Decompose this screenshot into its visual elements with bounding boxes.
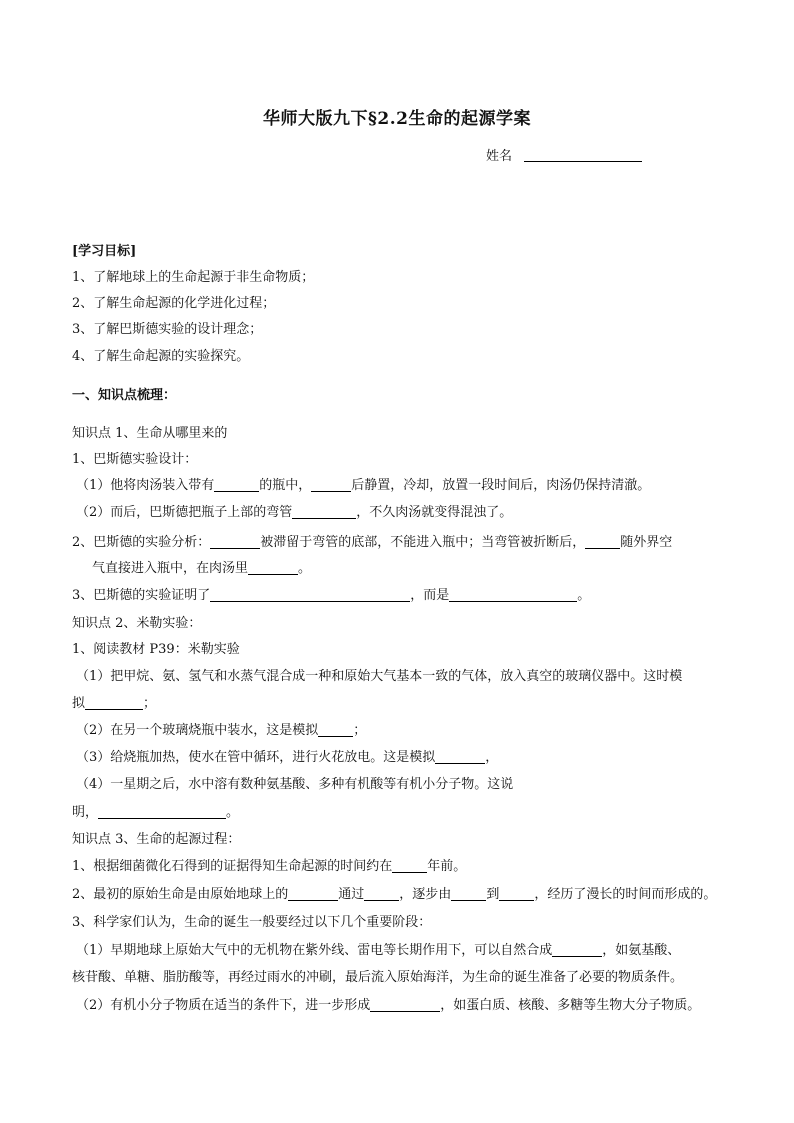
objective-item: 3、了解巴斯德实验的设计理念； xyxy=(72,322,263,337)
name-field-row xyxy=(486,145,642,164)
kp2-a1: （1）把甲烷、氨、氢气和水蒸气混合成一种和原始大气基本一致的气体，放入真空的玻璃仪器中。这时模 xyxy=(76,669,683,684)
name-blank[interactable] xyxy=(524,147,642,162)
kp3-s1 xyxy=(76,939,680,958)
fill-blank[interactable] xyxy=(449,588,577,602)
fill-blank[interactable] xyxy=(85,696,143,710)
kp1-q1a xyxy=(76,474,650,493)
kp3-q2 xyxy=(72,883,716,902)
objective-item: 4、了解生命起源的实验探究。 xyxy=(72,349,250,364)
fill-blank[interactable] xyxy=(214,478,259,492)
fill-blank[interactable] xyxy=(210,535,260,549)
text-segment: （3）给烧瓶加热，使水在管中循环，进行火花放电。这是模拟 xyxy=(76,750,436,765)
kp3-s2 xyxy=(76,994,700,1013)
text-segment: 。 xyxy=(577,588,591,603)
fill-blank[interactable] xyxy=(451,887,486,901)
text-segment: 。 xyxy=(298,561,312,576)
kp2-a2 xyxy=(76,719,366,738)
kp3-title: 知识点 3、生命的起源过程： xyxy=(72,832,241,847)
text-segment: ； xyxy=(143,696,157,711)
fill-blank[interactable] xyxy=(585,535,620,549)
fill-blank[interactable] xyxy=(248,561,298,575)
text-segment: ，逐步由 xyxy=(399,887,452,902)
fill-blank[interactable] xyxy=(288,887,338,901)
fill-blank[interactable] xyxy=(435,750,485,764)
kp3-q3: 3、科学家们认为，生命的诞生一般要经过以下几个重要阶段： xyxy=(72,915,432,930)
text-segment: 年前。 xyxy=(427,859,467,874)
fill-blank[interactable] xyxy=(370,998,440,1012)
text-segment: ，如氨基酸、 xyxy=(602,943,681,958)
text-segment: ，不久肉汤就变得混浊了。 xyxy=(356,505,513,520)
fill-blank[interactable] xyxy=(98,805,226,819)
text-segment: ，而是 xyxy=(410,588,450,603)
kp3-s1b: 核苷酸、单糖、脂肪酸等，再经过雨水的冲刷，最后流入原始海洋，为生命的诞生准备了必要的物质条件。 xyxy=(72,970,684,985)
text-segment: 3、巴斯德的实验证明了 xyxy=(72,588,211,603)
fill-blank[interactable] xyxy=(364,887,399,901)
text-segment: 气直接进入瓶中，在肉汤里 xyxy=(92,561,249,576)
kp2-a3 xyxy=(76,746,498,765)
kp1-q3 xyxy=(72,584,590,603)
fill-blank[interactable] xyxy=(318,723,353,737)
fill-blank[interactable] xyxy=(210,588,410,602)
kp1-q1: 1、巴斯德实验设计： xyxy=(72,452,198,467)
text-segment: 被滞留于弯管的底部，不能进入瓶中；当弯管被折断后， xyxy=(260,535,586,550)
kp2-a4b xyxy=(72,801,239,820)
objective-item: 2、了解生命起源的化学进化过程； xyxy=(72,296,276,311)
text-segment: ； xyxy=(353,723,367,738)
text-segment: （2）有机小分子物质在适当的条件下，进一步形成 xyxy=(76,998,371,1013)
fill-blank[interactable] xyxy=(499,887,534,901)
kp2-q1: 1、阅读教材 P39：米勒实验 xyxy=(72,642,240,657)
fill-blank[interactable] xyxy=(292,505,356,519)
text-segment: （1）他将肉汤装入带有 xyxy=(76,478,215,493)
name-label: 姓名 xyxy=(486,149,513,164)
text-segment: （2）而后，巴斯德把瓶子上部的弯管 xyxy=(76,505,293,520)
kp2-title: 知识点 2、米勒实验： xyxy=(72,616,202,631)
text-segment: ，如蛋白质、核酸、多糖等生物大分子物质。 xyxy=(440,998,701,1013)
page-title: 华师大版九下§2.2生命的起源学案 xyxy=(263,109,531,129)
kp1-title: 知识点 1、生命从哪里来的 xyxy=(72,426,228,441)
text-segment: ，经历了漫长的时间而形成的。 xyxy=(534,887,717,902)
fill-blank[interactable] xyxy=(552,943,602,957)
text-segment: 1、根据细菌微化石得到的证据得知生命起源的时间约在 xyxy=(72,859,393,874)
text-segment: ， xyxy=(485,750,499,765)
text-segment: （1）早期地球上原始大气中的无机物在紫外线、雷电等长期作用下，可以自然合成 xyxy=(76,943,553,958)
fill-blank[interactable] xyxy=(311,478,351,492)
kp1-q1b xyxy=(76,501,512,520)
kp1-q2b xyxy=(92,557,311,576)
objectives-heading: [学习目标] xyxy=(72,244,137,259)
kp2-a4: （4）一星期之后，水中溶有数种氨基酸、多种有机酸等有机小分子物。这说 xyxy=(76,777,514,792)
text-segment: 的瓶中， xyxy=(259,478,312,493)
text-segment: 后静置，冷却，放置一段时间后，肉汤仍保持清澈。 xyxy=(351,478,651,493)
text-segment: 拟 xyxy=(72,696,86,711)
section-heading: 一、知识点梳理： xyxy=(72,388,177,403)
kp2-a1b xyxy=(72,692,156,711)
text-segment: （2）在另一个玻璃烧瓶中装水，这是模拟 xyxy=(76,723,319,738)
text-segment: 明， xyxy=(72,805,99,820)
objective-item: 1、了解地球上的生命起源于非生命物质； xyxy=(72,270,315,285)
text-segment: 。 xyxy=(226,805,240,820)
fill-blank[interactable] xyxy=(392,859,427,873)
text-segment: 通过 xyxy=(338,887,365,902)
kp3-q1 xyxy=(72,855,466,874)
text-segment: 2、巴斯德的实验分析： xyxy=(72,535,211,550)
text-segment: 2、最初的原始生命是由原始地球上的 xyxy=(72,887,289,902)
text-segment: 到 xyxy=(486,887,500,902)
kp1-q2 xyxy=(72,531,672,550)
text-segment: 随外界空 xyxy=(620,535,673,550)
